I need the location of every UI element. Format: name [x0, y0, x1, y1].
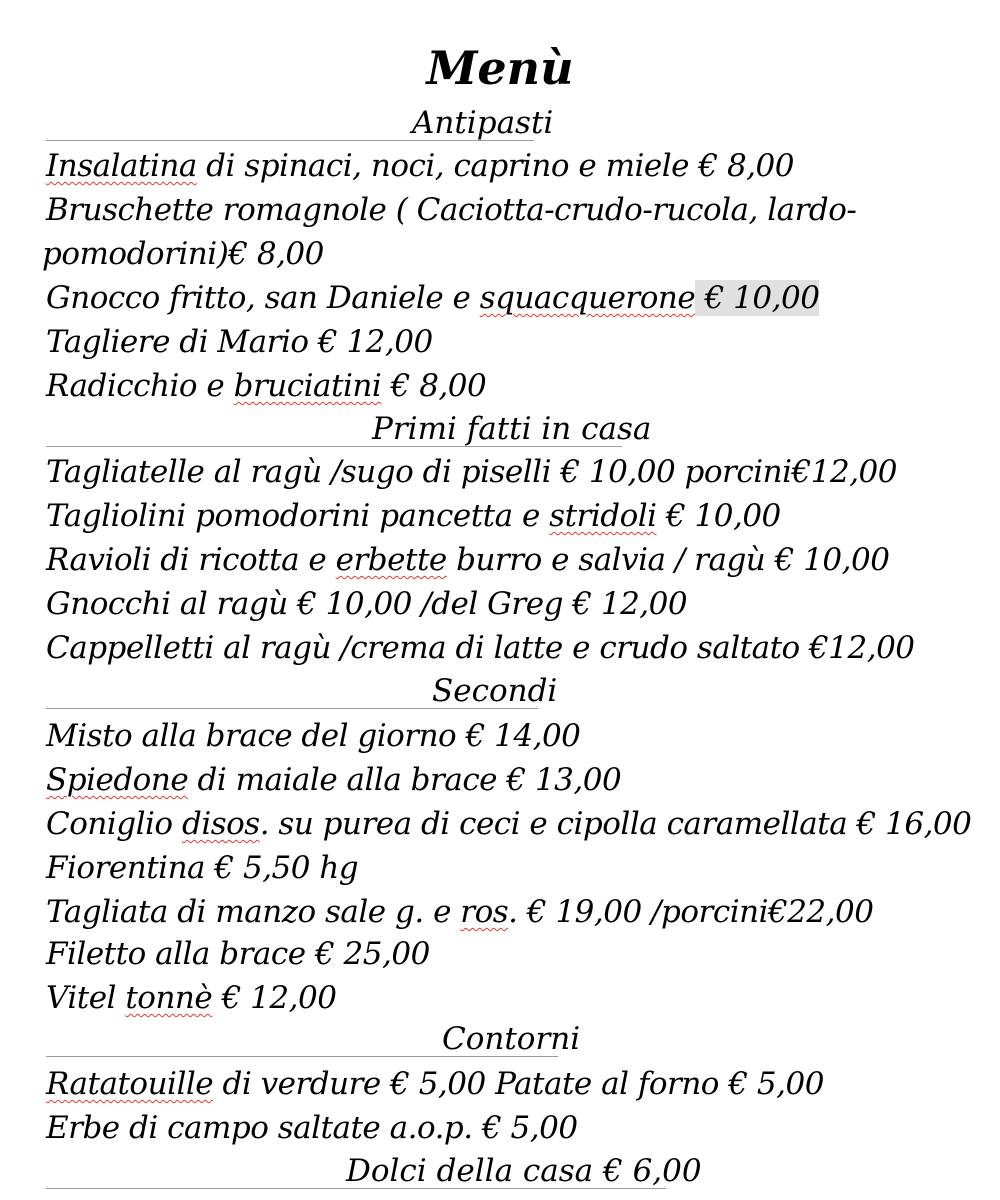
- section-heading-dolci: Dolci della casa € 6,00: [346, 1153, 702, 1189]
- menu-item: Cappelletti al ragù /crema di latte e crudo saltato €12,00: [46, 630, 915, 666]
- menu-item: Gnocchi al ragù € 10,00 /del Greg € 12,00: [46, 586, 688, 622]
- section-heading-contorni: Contorni: [442, 1021, 581, 1057]
- menu-item: Bruschette romagnole ( Caciotta-crudo-rucola, lardo-: [46, 192, 857, 228]
- menu-item: Tagliere di Mario € 12,00: [46, 324, 433, 360]
- section-divider: [46, 140, 534, 141]
- menu-item: Erbe di campo saltate a.o.p. € 5,00: [46, 1110, 578, 1146]
- menu-item: pomodorini)€ 8,00: [42, 236, 324, 272]
- menu-item: Gnocco fritto, san Daniele e squacquerone € 10,00: [46, 280, 820, 316]
- menu-item: Misto alla brace del giorno € 14,00: [46, 718, 581, 754]
- menu-item: Radicchio e bruciatini € 8,00: [46, 368, 487, 404]
- menu-item: Tagliata di manzo sale g. e ros. € 19,00 /porcini€22,00: [46, 894, 874, 930]
- section-divider: [46, 708, 538, 709]
- menu-item: Coniglio disos. su purea di ceci e cipolla caramellata € 16,00: [46, 806, 972, 842]
- section-heading-secondi: Secondi: [432, 673, 558, 709]
- menu-item: Fiorentina € 5,50 hg: [46, 850, 359, 886]
- menu-item: Vitel tonnè € 12,00: [46, 980, 337, 1016]
- section-divider: [46, 446, 622, 447]
- menu-item: Ratatouille di verdure € 5,00 Patate al forno € 5,00: [46, 1066, 824, 1102]
- menu-item: Tagliolini pomodorini pancetta e stridoli € 10,00: [46, 498, 781, 534]
- section-divider: [46, 1056, 558, 1057]
- menu-title: Menù: [426, 41, 574, 95]
- menu-item: Insalatina di spinaci, noci, caprino e miele € 8,00: [46, 148, 794, 184]
- highlighted-text: € 10,00: [695, 280, 820, 316]
- section-heading-primi: Primi fatti in casa: [372, 411, 652, 447]
- menu-item: Filetto alla brace € 25,00: [46, 936, 430, 972]
- menu-item: Tagliatelle al ragù /sugo di piselli € 10,00 porcini€12,00: [46, 454, 897, 490]
- menu-item: Spiedone di maiale alla brace € 13,00: [46, 762, 622, 798]
- section-divider: [46, 1188, 666, 1189]
- section-heading-antipasti: Antipasti: [412, 105, 554, 141]
- menu-item: Ravioli di ricotta e erbette burro e salvia / ragù € 10,00: [46, 542, 890, 578]
